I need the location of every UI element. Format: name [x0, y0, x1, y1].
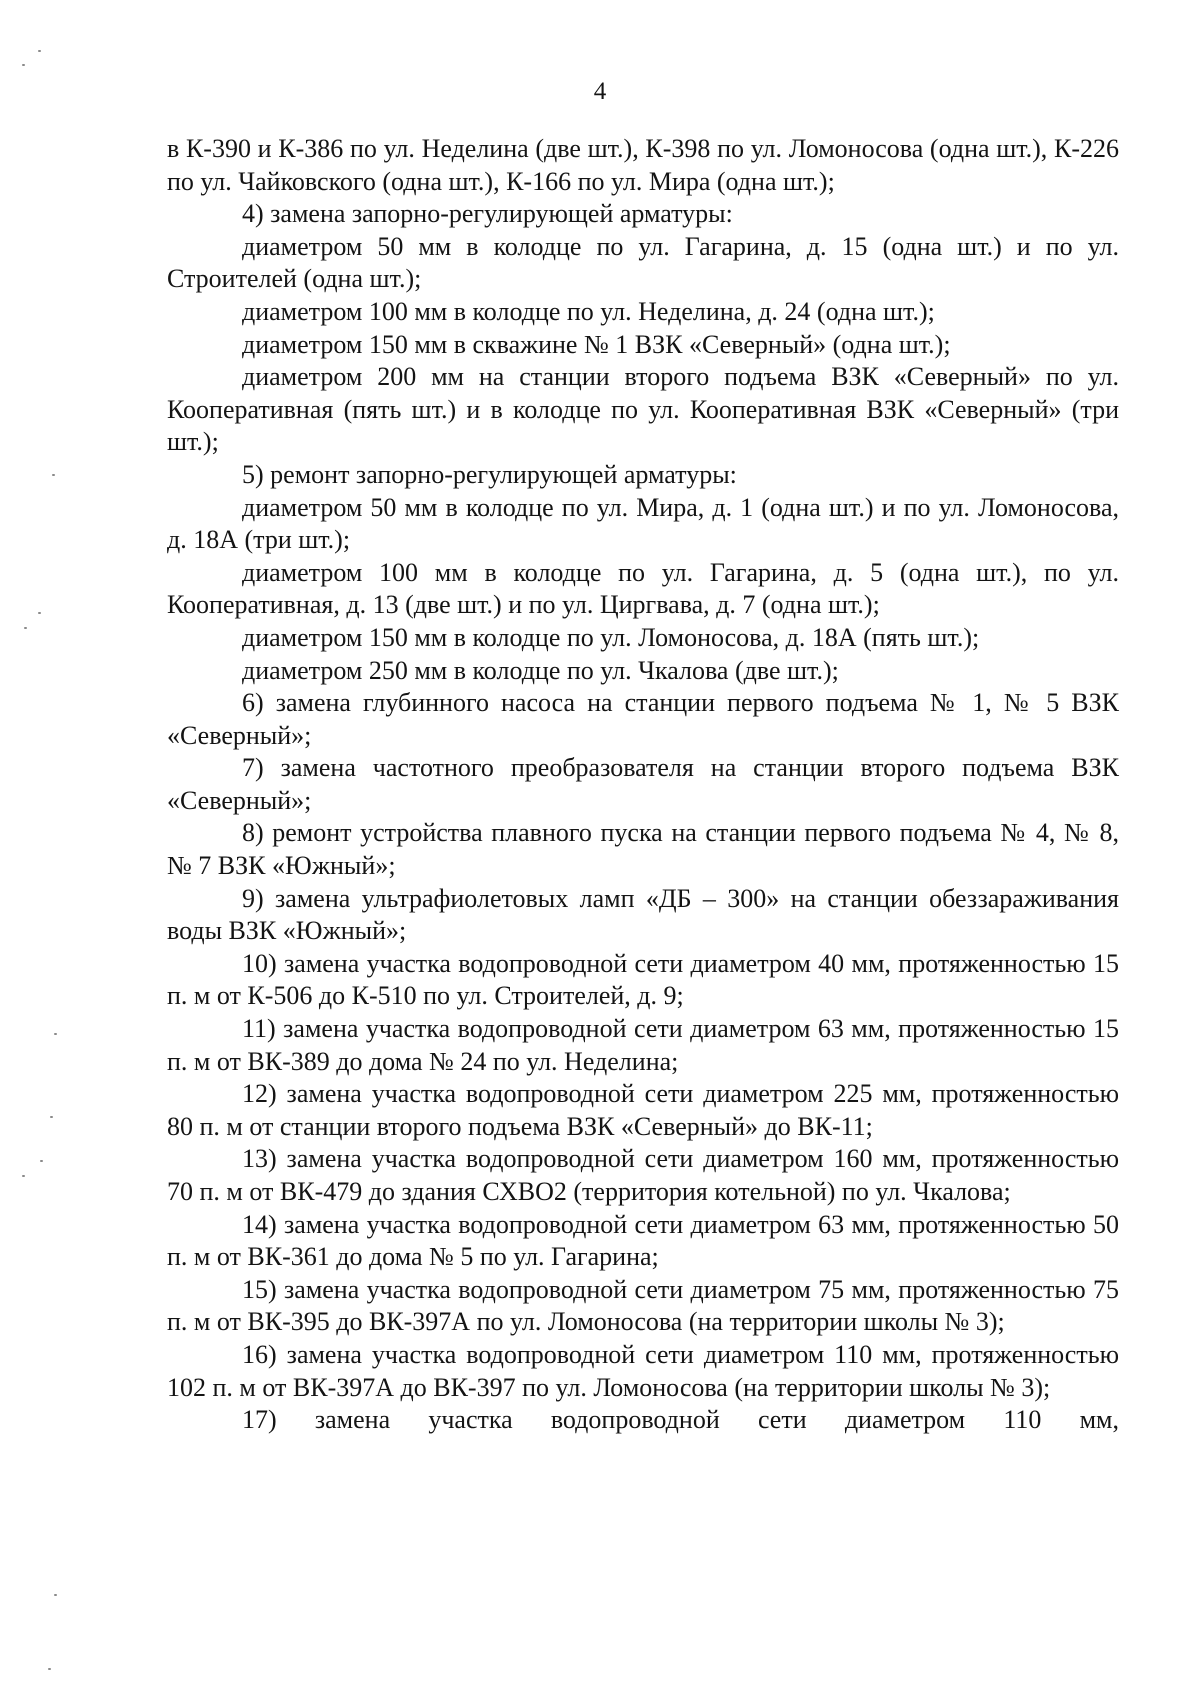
paragraph: 5) ремонт запорно-регулирующей арматуры:: [242, 459, 737, 489]
paragraph: 4) замена запорно-регулирующей арматуры:: [242, 199, 733, 229]
scan-speck: [38, 50, 41, 52]
scan-speck: [22, 64, 25, 66]
scan-speck: [38, 612, 41, 614]
paragraph: диаметром 50 мм в колодце по ул. Мира, д. 1 (одна шт.) и по ул. Ломоносова, д. 18А (три шт.);: [167, 492, 1119, 555]
scan-speck: [22, 1175, 25, 1177]
scan-speck: [40, 1160, 43, 1162]
paragraph: в К-390 и К-386 по ул. Неделина (две шт.), К-398 по ул. Ломоносова (одна шт.), К-226 по ул. Чайковского (одна шт.), К-166 по ул. Мира (одна шт.);: [167, 134, 1119, 196]
paragraph: диаметром 150 мм в скважине № 1 ВЗК «Северный» (одна шт.);: [242, 329, 951, 359]
paragraph: диаметром 150 мм в колодце по ул. Ломоносова, д. 18А (пять шт.);: [242, 622, 980, 652]
paragraph: диаметром 250 мм в колодце по ул. Чкалова (две шт.);: [242, 655, 839, 685]
paragraph: 7) замена частотного преобразователя на станции второго подъема ВЗК «Северный»;: [167, 753, 1119, 815]
scan-speck: [54, 1033, 57, 1035]
page-number: 4: [593, 78, 607, 105]
scan-speck: [24, 627, 27, 629]
scan-speck: [48, 1668, 51, 1670]
paragraph: диаметром 200 мм на станции второго подъема ВЗК «Северный» по ул. Кооперативная (пять шт.) и в колодце по ул. Кооперативная ВЗК «Северный» (три шт.);: [167, 362, 1119, 457]
paragraph: 14) замена участка водопроводной сети диаметром 63 мм, протяженностью 50 п. м от ВК-361 до дома № 5 по ул. Гагарина;: [167, 1209, 1119, 1272]
scan-speck: [54, 1594, 57, 1596]
paragraph: 15) замена участка водопроводной сети диаметром 75 мм, протяженностью 75 п. м от ВК-395 до ВК-397А по ул. Ломоносова (на территории школы № 3);: [167, 1274, 1119, 1337]
paragraph: 13) замена участка водопроводной сети диаметром 160 мм, протяженностью 70 п. м от ВК-479 до здания СХВО2 (территория котельной) по ул. Чкалова;: [167, 1144, 1119, 1206]
scan-speck: [50, 1116, 53, 1118]
paragraph: 17) замена участка водопроводной сети диаметром 110 мм,: [242, 1405, 1119, 1435]
paragraph: диаметром 100 мм в колодце по ул. Гагарина, д. 5 (одна шт.), по ул. Кооперативная, д. 13 (две шт.) и по ул. Циргвава, д. 7 (одна шт.);: [167, 557, 1119, 620]
scan-speck: [52, 474, 55, 476]
paragraph: 12) замена участка водопроводной сети диаметром 225 мм, протяженностью 80 п. м от станции второго подъема ВЗК «Северный» до ВК-11;: [167, 1079, 1119, 1141]
paragraph: диаметром 100 мм в колодце по ул. Неделина, д. 24 (одна шт.);: [242, 296, 935, 326]
paragraph: 10) замена участка водопроводной сети диаметром 40 мм, протяженностью 15 п. м от К-506 до К-510 по ул. Строителей, д. 9;: [167, 948, 1119, 1011]
paragraph: 16) замена участка водопроводной сети диаметром 110 мм, протяженностью 102 п. м от ВК-397А до ВК-397 по ул. Ломоносова (на территории школы № 3);: [167, 1339, 1119, 1402]
paragraph: 9) замена ультрафиолетовых ламп «ДБ – 300» на станции обеззараживания воды ВЗК «Южный»;: [167, 883, 1119, 946]
document-body: [167, 133, 1119, 1437]
paragraph: 6) замена глубинного насоса на станции первого подъема № 1, № 5 ВЗК «Северный»;: [167, 688, 1119, 750]
paragraph: 11) замена участка водопроводной сети диаметром 63 мм, протяженностью 15 п. м от ВК-389 до дома № 24 по ул. Неделина;: [167, 1014, 1119, 1076]
paragraph: 8) ремонт устройства плавного пуска на станции первого подъема № 4, № 8, № 7 ВЗК «Южный»;: [167, 818, 1119, 881]
paragraph: диаметром 50 мм в колодце по ул. Гагарина, д. 15 (одна шт.) и по ул. Строителей (одна шт.);: [167, 231, 1119, 294]
